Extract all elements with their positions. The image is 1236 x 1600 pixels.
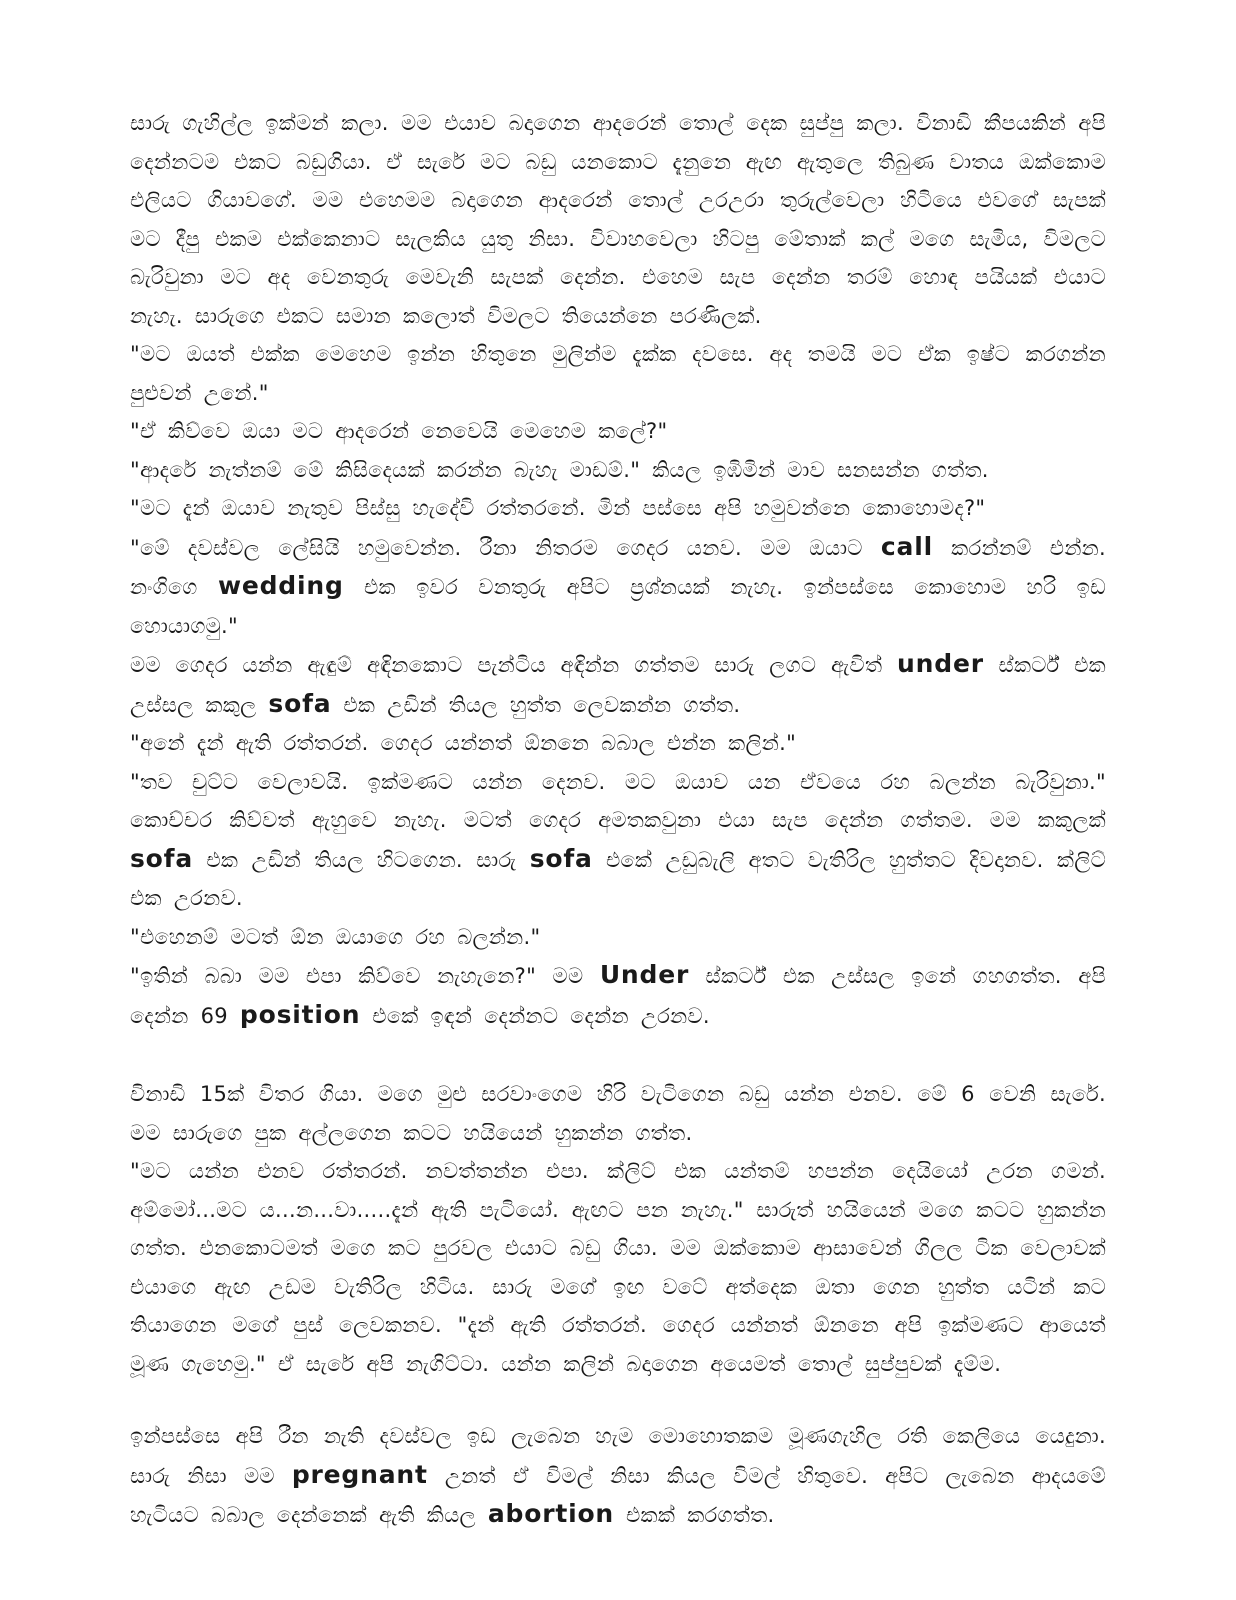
- text-segment: විනාඩි 15ක් විතර ගියා. මගෙ මුළු සරවාංගෙම හිරි වැටිගෙන බඩු යන්න එනව. මේ 6 වෙනි සැරේ. මම සාරුගෙ පුක අල්ලගෙන කටට හයියෙන් හුකන්න ගත්ත.: [130, 1082, 1106, 1145]
- paragraph: [130, 489, 1106, 528]
- text-segment: සාරු ගැහිල්ල ඉක්මන් කලා. මම එයාව බදාගෙන ආදරෙන් තොල් දෙක සුප්පු කලා. විනාඩි කීපයකින් අපි දෙන්නටම එකට බඩුගියා. ඒ සැරේ මට බඩු යනකොට දැනුනෙ ඇඟ ඇතුලෙ තිබුණ වාතය ඔක්කොම එලියට ගියාවගේ. මම එහෙමම බදාගෙන ආදරෙන් තොල් උරඋරා තුරුල්වෙලා හිටියෙ එවගේ සැපක් මට දීපු එකම එක්කෙනාට සැලකිය යුතු නිසා. විවාහවෙලා හිටපු මේතාක් කල් මගෙ සැමිය, විමලට බැරිවුනා මට අද වෙනතුරු මෙවැනි සැපක් දෙන්න. එහෙම සැප දෙන්න තරම් හොඳ පයියක් එයාට නැහැ. සාරුගෙ එකට සමාන කලොත් විමලට තියෙන්නෙ පරණිලක්.: [130, 111, 1106, 328]
- english-term: wedding: [217, 571, 344, 600]
- text-segment: ස්කර්ට් එක උස්සල කකුල: [130, 653, 1106, 717]
- english-term: under: [897, 649, 984, 678]
- paragraph: [130, 956, 1106, 1035]
- text-segment: කරන්නම් එන්න. නංගිගෙ: [130, 535, 1106, 599]
- paragraph: [130, 918, 1106, 957]
- text-segment: ඉන්පස්සෙ අපි රීන නැති දවස්වල ඉඩ ලැබෙන හැම මොහොතකම මූණගැහිල රති කෙලියෙ යෙදුනා. සාරු නිසා මම: [130, 1424, 1106, 1488]
- english-term: Under: [599, 960, 690, 989]
- paragraph: [130, 763, 1106, 918]
- paragraph: [130, 528, 1106, 646]
- english-term: position: [239, 999, 361, 1029]
- paragraph: [130, 1075, 1106, 1152]
- text-segment: "අනේ දැන් ඇති රත්තරන්. ගෙදර යන්නත් ඕනනෙ බබාල එන්න කලින්.": [130, 731, 797, 755]
- paragraph: [130, 1152, 1106, 1383]
- paragraph: [130, 412, 1106, 451]
- text-segment: ස්කර්ට් එක උස්සල ඉනේ ගහගත්ත. අපි දෙන්න 69: [130, 964, 1106, 1028]
- english-term: pregnant: [291, 1459, 428, 1489]
- paragraph: [130, 1417, 1106, 1535]
- english-term: sofa: [268, 688, 332, 718]
- text-segment: එක උඩින් තියල හිටගෙන. සාරු: [193, 847, 530, 872]
- text-segment: උනත් ඒ විමල් නිසා කියල විමල් හිතුවෙ. අපිට ලැබෙන ආදයමේ හැටියට බබාල දෙන්නෙක් ඇති කියල: [130, 1463, 1106, 1527]
- text-segment: "තව චුට්ට වෙලාවයි. ඉක්මණට යන්න දෙනව. මට ඔයාව යන ඒවයෙ රහ බලන්න බැරිවුනා." කොච්චර කිව්වත් ඇහුවෙ නැහැ. මටත් ගෙදර අමතකවුනා එයා සැප දෙන්න ගත්තම. මම කකුලක්: [130, 769, 1106, 832]
- english-term: sofa: [529, 843, 593, 873]
- paragraph: [130, 335, 1106, 412]
- text-segment: "මට යන්න එනව රත්තරන්. නවත්තන්න එපා. ක්ලිට් එක යන්තම් හපන්න දෙයියෝ උරන ගමන්. අම්මෝ...මට ය...න...වා.....දැන් ඇති පැටියෝ. ඇඟට පන නැහැ." සාරුත් හයියෙන් මගෙ කටට හුකන්න ගත්ත. එනකොටමත් මගෙ කට පුරවල එයාට බඩු ගියා. මම ඔක්කොම ආසාවෙන් ගිලල ටික වෙලාවක් එයාගෙ ඇඟ උඩම වැතිරිල හිටිය. සාරු මගේ ඉඟ වටේ අත්දෙක ඔතා ගෙන හුත්ත යටින් කට තියාගෙන මගේ පුස් ලෙවකනව. "දැන් ඇති රත්තරන්. ගෙදර යන්නත් ඕනනෙ අපි ඉක්මණට ආයෙත් මූණ ගැහෙමු." ඒ සැරේ අපි නැගිට්ටා. යන්න කලින් බදාගෙන අයෙමත් තොල් සුප්පුවක් දැම්ම.: [130, 1159, 1106, 1376]
- text-segment: "ආදරේ නැත්නම් මේ කිසිදෙයක් කරන්න බැහැ මාඩම්." කියල ඉඹිමින් මාව සනසන්න ගත්ත.: [130, 457, 989, 482]
- text-segment: එකේ උඩුබැලි අතට වැතිරිල හුත්තට දිවදානව. ක්ලිට් එක උරනව.: [130, 847, 1106, 910]
- text-segment: "ඉතින් බබා මම එපා කිව්වෙ නැහැනෙ?" මම: [130, 964, 600, 988]
- text-segment: "මේ දවස්වල ලේසියි හමුවෙන්න. රීනා නිතරම ගෙදර යනව. මම ඔයාට: [130, 535, 881, 560]
- english-term: call: [880, 531, 933, 561]
- text-segment: "ඒ කිව්වෙ ඔයා මට ආදරෙන් නෙවෙයි මෙහෙම කලේ?": [130, 419, 668, 443]
- english-term: sofa: [130, 843, 194, 873]
- text-segment: මම ගෙදර යන්න ඇඳුම් අඳිනකොට පැන්ටිය අඳින්න ගත්තම සාරු ලගට ඇවිත්: [130, 653, 898, 677]
- text-segment: "එහෙනම් මටත් ඕන ඔයාගෙ රහ බලන්න.": [130, 924, 541, 949]
- text-segment: එක උඩින් තියල හුත්ත ලෙවකන්න ගත්ත.: [331, 692, 741, 717]
- paragraph: [130, 645, 1106, 724]
- english-term: abortion: [487, 1499, 615, 1528]
- text-segment: එකක් කරගත්ත.: [614, 1503, 775, 1527]
- paragraph: [130, 104, 1106, 335]
- paragraph: [130, 451, 1106, 490]
- text-segment: එකේ ඉඳන් දෙන්නට දෙන්න උරනව.: [360, 1003, 710, 1028]
- text-segment: එක ඉවර වනතුරු අපිට ප්‍රශ්නයක් නැහැ. ඉන්පස්සෙ කොහොම හරි ඉඩ හොයාගමු.": [130, 575, 1106, 638]
- text-segment: "මට ඔයත් එක්ක මෙහෙම ඉන්න හිතුනෙ මුලින්ම දැක්ක දවසෙ. අද තමයි මට ඒක ඉෂ්ට කරගන්න පුළුවන් උනේ.": [130, 342, 1106, 405]
- paragraph: [130, 724, 1106, 763]
- text-segment: "මට දැන් ඔයාව නැතුව පිස්සු හැදේවි රත්තරනේ. මින් පස්සෙ අපි හමුවන්නෙ කොහොමද?": [130, 496, 986, 520]
